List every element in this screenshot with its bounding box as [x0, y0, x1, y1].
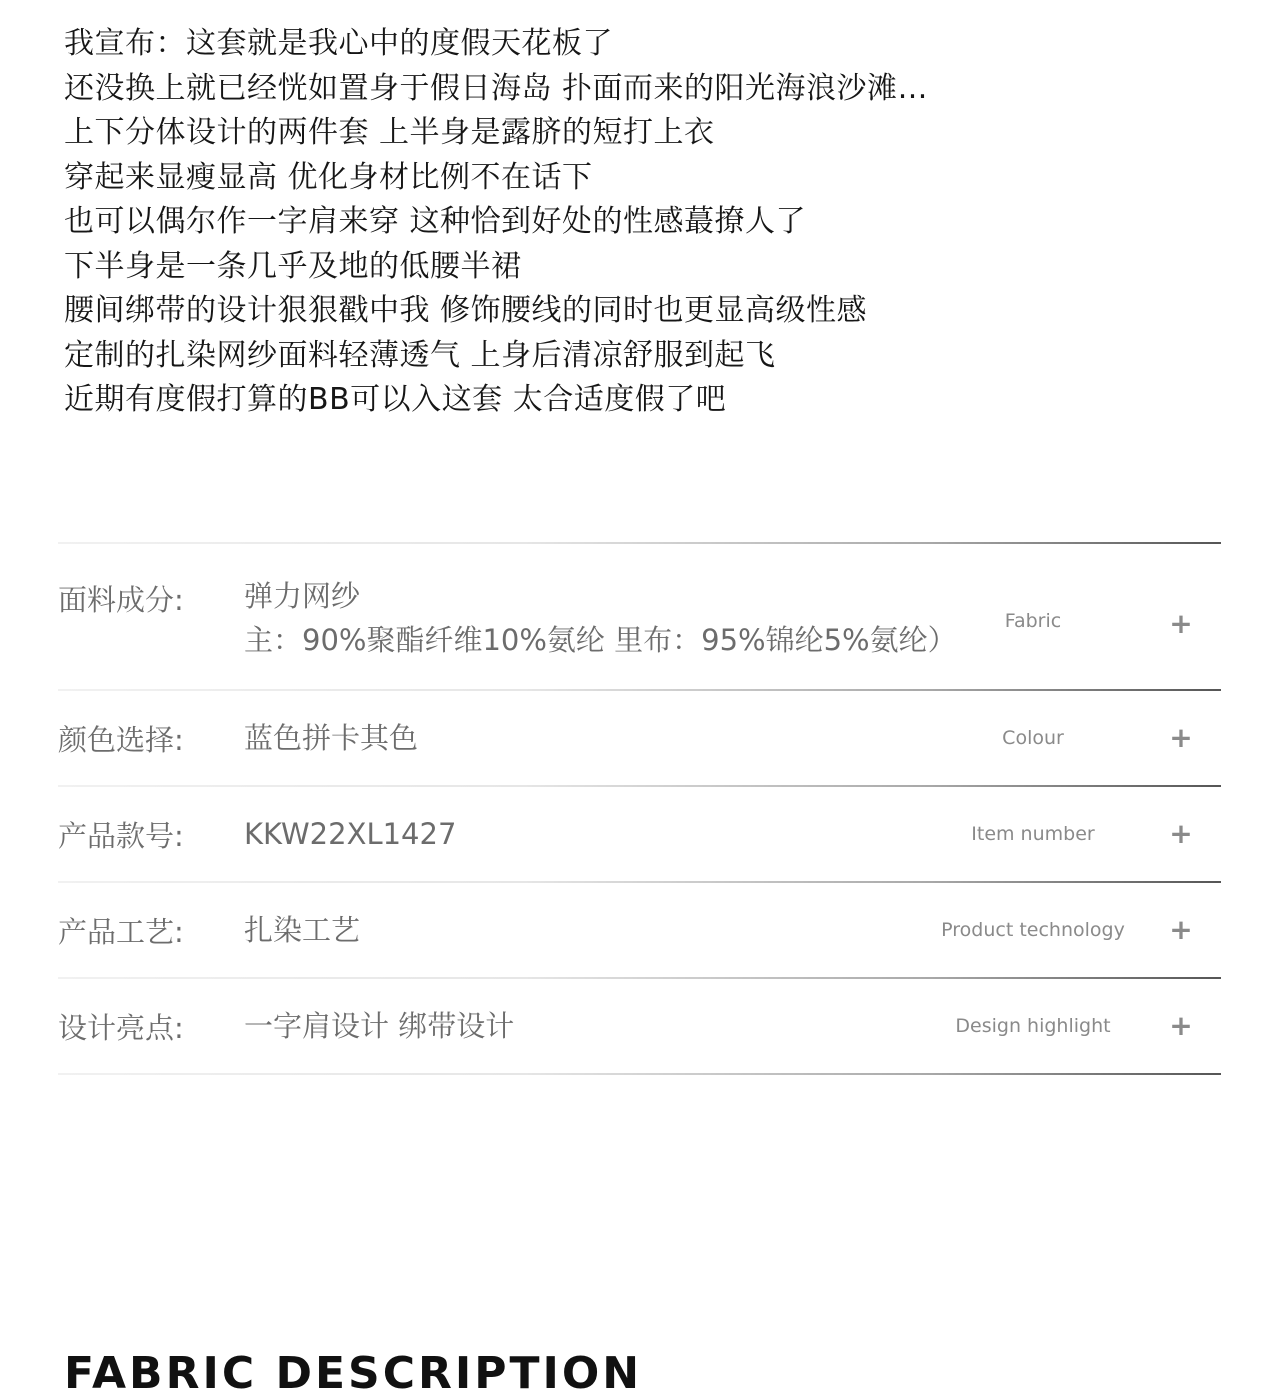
- spec-value-line: 主：90%聚酯纤维10%氨纶 里布：95%锦纶5%氨纶）: [244, 623, 957, 657]
- spec-english-label: Design highlight: [955, 1015, 1111, 1037]
- spec-english-label: Fabric: [1004, 610, 1062, 632]
- spec-label: 产品工艺:: [58, 914, 184, 949]
- intro-line: 穿起来显瘦显高 优化身材比例不在话下: [64, 159, 593, 195]
- intro-line: 定制的扎染网纱面料轻薄透气 上身后清凉舒服到起飞: [64, 337, 776, 373]
- intro-text: [64, 22, 1064, 423]
- spec-label: 面料成分:: [58, 583, 184, 617]
- intro-line: 近期有度假打算的BB可以入这套 太合适度假了吧: [64, 382, 727, 417]
- spec-value: 蓝色拼卡其色: [244, 721, 419, 755]
- spec-row-fabric[interactable]: [58, 544, 1221, 689]
- spec-label: 设计亮点:: [58, 1010, 184, 1045]
- spec-value: KKW22XL1427: [244, 817, 457, 851]
- spec-row-colour[interactable]: [58, 691, 1221, 785]
- divider: [58, 1073, 1221, 1075]
- expand-plus-icon[interactable]: +: [1169, 721, 1193, 754]
- expand-plus-icon[interactable]: +: [1169, 817, 1193, 850]
- expand-plus-icon[interactable]: +: [1169, 607, 1193, 640]
- intro-line: 还没换上就已经恍如置身于假日海岛 扑面而来的阳光海浪沙滩…: [64, 70, 929, 106]
- intro-line: 下半身是一条几乎及地的低腰半裙: [64, 248, 522, 284]
- spec-english-label: Item number: [971, 823, 1095, 845]
- spec-english-label: Colour: [1002, 727, 1064, 749]
- spec-value: [244, 574, 957, 662]
- intro-line: 腰间绑带的设计狠狠戳中我 修饰腰线的同时也更显高级性感: [64, 293, 868, 328]
- spec-row-design-highlight[interactable]: [58, 979, 1221, 1073]
- spec-row-technology[interactable]: [58, 883, 1221, 977]
- spec-row-item-number[interactable]: [58, 787, 1221, 881]
- intro-line: 也可以偶尔作一字肩来穿 这种恰到好处的性感蕞撩人了: [64, 204, 807, 239]
- spec-table: [58, 542, 1221, 1075]
- spec-value-line: 弹力网纱: [244, 579, 361, 613]
- spec-value: 扎染工艺: [244, 913, 361, 947]
- spec-english-label: Product technology: [941, 919, 1125, 941]
- intro-line: 我宣布：这套就是我心中的度假天花板了: [64, 26, 613, 61]
- spec-label: 产品款号:: [58, 818, 184, 853]
- expand-plus-icon[interactable]: +: [1169, 913, 1193, 946]
- spec-label: 颜色选择:: [58, 722, 184, 757]
- section-heading: FABRIC DESCRIPTION: [64, 1348, 643, 1399]
- intro-line: 上下分体设计的两件套 上半身是露脐的短打上衣: [64, 115, 715, 150]
- spec-value: 一字肩设计 绑带设计: [244, 1009, 515, 1043]
- expand-plus-icon[interactable]: +: [1169, 1009, 1193, 1042]
